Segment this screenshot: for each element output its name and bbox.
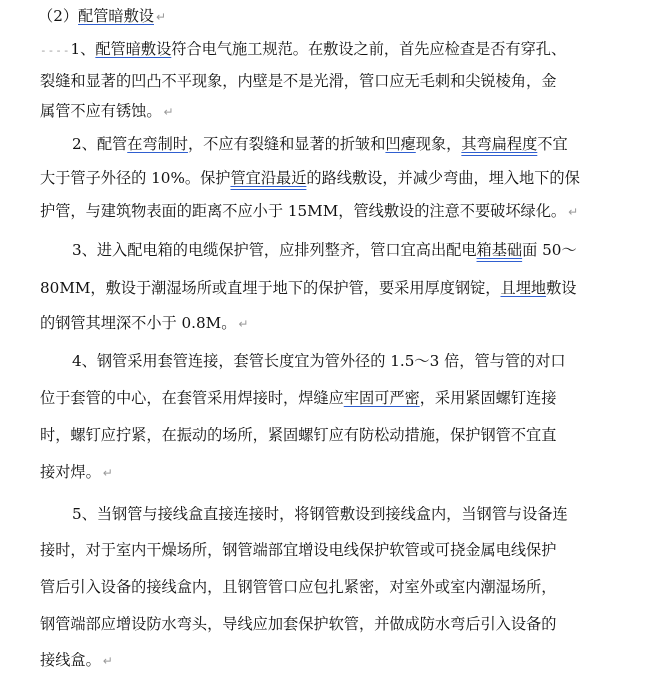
underlined-run: 其弯扁程度 <box>461 135 538 153</box>
paragraph-mark-icon: ↵ <box>238 317 249 331</box>
text-run: 钢管端部应增设防水弯头，导线应加套保护软管，并做成防水弯后引入设备的 <box>40 615 557 633</box>
text-run: 4、钢管采用套管连接，套管长度宜为管外径的 1.5～3 倍，管与管的对口 <box>72 352 566 370</box>
p5-line-5 <box>40 650 657 671</box>
text-run: 面 50～ <box>522 241 577 259</box>
text-run: 接线盒。 <box>40 651 101 669</box>
underlined-run: 管宜沿最近 <box>230 169 307 187</box>
text-run: 位于套管的中心，在套管采用焊接时，焊缝应 <box>40 389 344 407</box>
text-run: 不宜 <box>537 135 568 153</box>
p4-line-2 <box>40 388 657 408</box>
p4-line-4 <box>40 462 657 483</box>
p5-line-2 <box>40 540 657 560</box>
text-run: 3、进入配电箱的电缆保护管，应排列整齐，管口宜高出配电 <box>72 241 477 259</box>
p1-line-1 <box>40 39 657 61</box>
text-run: 大于管子外径的 10%。保护 <box>40 169 231 187</box>
p5-line-3 <box>40 577 657 597</box>
paragraph-mark-icon: ↵ <box>568 205 579 219</box>
p3-line-1 <box>72 240 657 260</box>
p5-line-4 <box>40 614 657 634</box>
p4-line-1 <box>72 351 657 371</box>
underlined-run: 且埋地 <box>500 279 547 297</box>
p1-line-2 <box>40 71 657 91</box>
text-run: 时，螺钉应拧紧，在振动的场所，紧固螺钉应有防松动措施，保护钢管不宜直 <box>40 426 557 444</box>
text-run: 现象， <box>415 135 462 153</box>
text-run: 的路线敷设，并减少弯曲，埋入地下的保 <box>306 169 580 187</box>
text-run: 的钢管其埋深不小于 0.8M。 <box>40 314 237 332</box>
p4-line-3 <box>40 425 657 445</box>
heading-title: 配管暗敷设 <box>78 7 154 25</box>
tab-leader: ---- <box>40 44 71 57</box>
p5-line-1 <box>72 504 657 524</box>
text-run: 5、当钢管与接线盒直接连接时，将钢管敷设到接线盒内，当钢管与设备连 <box>72 505 568 523</box>
p2-line-2 <box>40 168 657 188</box>
text-run: 接对焊。 <box>40 463 101 481</box>
text-run: 2、配管 <box>72 135 128 153</box>
p2-line-3 <box>40 201 657 222</box>
text-run: ，不应有裂缝和显著的折皱和 <box>187 135 386 153</box>
heading-prefix: （2） <box>38 7 79 25</box>
p2-line-1 <box>72 134 657 154</box>
text-run: 接时，对于室内干燥场所，钢管端部宜增设电线保护软管或可挠金属电线保护 <box>40 541 557 559</box>
paragraph-mark-icon: ↵ <box>102 466 113 480</box>
p3-line-3 <box>40 313 657 334</box>
underlined-run: 配管暗敷设 <box>95 40 172 58</box>
underlined-run: 箱基础 <box>476 241 523 259</box>
paragraph-mark-icon: ↵ <box>163 105 174 119</box>
section-heading <box>38 6 657 27</box>
paragraph-mark-icon: ↵ <box>155 10 167 24</box>
text-run: 符合电气施工规范。在敷设之前，首先应检查是否有穿孔、 <box>171 40 567 58</box>
text-run: 敷设 <box>546 279 577 297</box>
text-run: ，采用紧固螺钉连接 <box>419 389 557 407</box>
text-run: 属管不应有锈蚀。 <box>40 102 162 120</box>
underlined-run: 凹瘪 <box>385 135 416 153</box>
underlined-run: 在弯制时 <box>127 135 188 153</box>
text-run: 1、 <box>70 40 96 58</box>
paragraph-mark-icon: ↵ <box>102 654 113 668</box>
text-run: 80MM，敷设于潮湿场所或直埋于地下的保护管，要采用厚度钢锭， <box>40 279 501 297</box>
text-run: 管后引入设备的接线盒内，且钢管管口应包扎紧密，对室外或室内潮湿场所， <box>40 578 557 596</box>
p1-line-3 <box>40 101 657 122</box>
text-run: 裂缝和显著的凹凸不平现象，内壁是不是光滑，管口应无毛刺和尖锐棱角，金 <box>40 72 557 90</box>
p3-line-2 <box>40 278 657 298</box>
text-run: 护管，与建筑物表面的距离不应小于 15MM，管线敷设的注意不要破坏绿化。 <box>40 202 567 220</box>
underlined-run: 牢固可严密 <box>343 389 420 407</box>
